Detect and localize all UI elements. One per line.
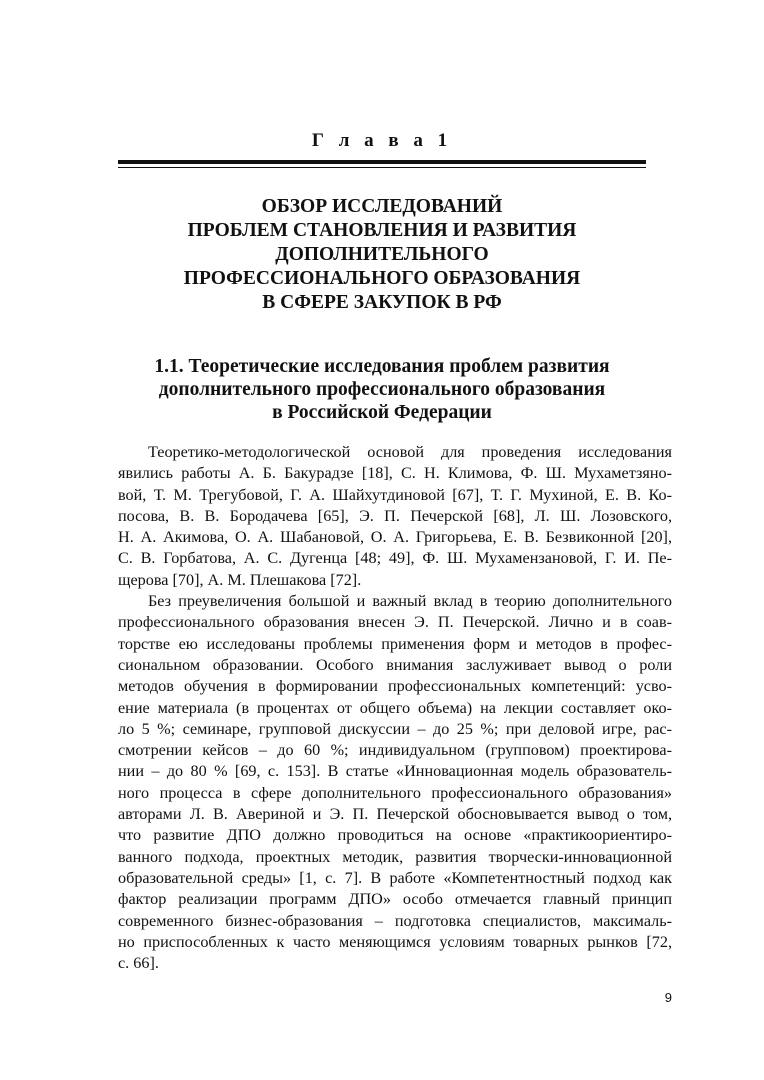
text-line: образовательной среды» [1, с. 7]. В работе «Компетентностный подход как [118, 868, 672, 887]
text-line: ванного подхода, проектных методик, развития творчески-инновационной [118, 847, 672, 866]
text-line: Теоретико-методологической основой для проведения исследования [148, 443, 672, 461]
body-text [118, 442, 672, 974]
text-line: но приспособленных к часто меняющимся условиям товарных рынков [72, [118, 932, 672, 951]
text-line: вой, Т. М. Трегубовой, Г. А. Шайхутдиновой [67], Т. Г. Мухиной, Е. В. Ко- [118, 485, 672, 504]
text-line: ло 5 %; семинаре, групповой дискуссии – до 25 %; при деловой игре, рас- [118, 719, 672, 738]
text-line: профессионального образования внесен Э. П. Печерской. Лично и в соав- [118, 613, 672, 632]
chapter-rule-thin [118, 167, 646, 168]
text-line: ного процесса в сфере дополнительного профессионального образования» [118, 783, 672, 802]
text-line: явились работы А. Б. Бакурадзе [18], С. Н. Климова, Ф. Ш. Мухаметзяно- [118, 464, 672, 483]
text-line: фактор реализации программ ДПО» особо отмечается главный принцип [118, 890, 672, 909]
chapter-title-line: В СФЕРЕ ЗАКУПОК В РФ [262, 292, 502, 313]
text-line: посова, В. В. Бородачева [65], Э. П. Печерской [68], Л. Ш. Лозовского, [118, 506, 672, 525]
section-title-line: 1.1. Теоретические исследования проблем развития [154, 356, 610, 377]
text-line: сиональном образовании. Особого внимания заслуживает вывод о роли [118, 655, 672, 674]
text-line: С. В. Горбатова, А. С. Дугенца [48; 49], Ф. Ш. Мухамензановой, Г. И. Пе- [118, 549, 672, 568]
text-line: нии – до 80 % [69, с. 153]. В статье «Инновационная модель образователь- [118, 762, 672, 781]
chapter-title-line: ОБЗОР ИССЛЕДОВАНИЙ [261, 196, 503, 217]
text-line: с. 66]. [118, 954, 159, 973]
page-number: 9 [664, 990, 672, 1005]
text-line: ение материала (в процентах от общего объема) на лекции составляет око- [118, 698, 672, 717]
text-line: методов обучения в формировании профессиональных компетенций: усво- [118, 677, 672, 696]
text-line: Н. А. Акимова, О. А. Шабановой, О. А. Григорьева, Е. В. Безвиконной [20], [118, 528, 672, 547]
paragraph-1 [118, 442, 672, 591]
text-line: Без преувеличения большой и важный вклад в теорию дополнительного [148, 592, 672, 611]
chapter-title [100, 195, 664, 315]
paragraph-2 [118, 591, 672, 974]
chapter-title-line: ПРОБЛЕМ СТАНОВЛЕНИЯ И РАЗВИТИЯ [187, 220, 577, 241]
chapter-rule-thick [118, 160, 646, 164]
section-title-line: дополнительного профессионального образования [158, 379, 606, 400]
text-line: авторами Л. В. Авериной и Э. П. Печерской обосновывается вывод о том, [118, 805, 672, 824]
text-line: современного бизнес-образования – подготовка специалистов, максималь- [118, 911, 672, 930]
text-line: торстве ею исследованы проблемы применения форм и методов в профес- [118, 634, 672, 653]
chapter-label: Г л а в а 1 [311, 130, 453, 151]
text-line: что развитие ДПО должно проводиться на основе «практикоориентиро- [118, 826, 672, 845]
chapter-title-line: ПРОФЕССИОНАЛЬНОГО ОБРАЗОВАНИЯ [183, 268, 581, 289]
section-title [90, 355, 674, 424]
text-line: смотрении кейсов – до 60 %; индивидуальном (групповом) проектирова- [118, 741, 672, 760]
text-line: щерова [70], А. М. Плешакова [72]. [118, 570, 362, 589]
section-title-line: в Российской Федерации [272, 402, 492, 423]
chapter-title-line: ДОПОЛНИТЕЛЬНОГО [275, 244, 489, 265]
